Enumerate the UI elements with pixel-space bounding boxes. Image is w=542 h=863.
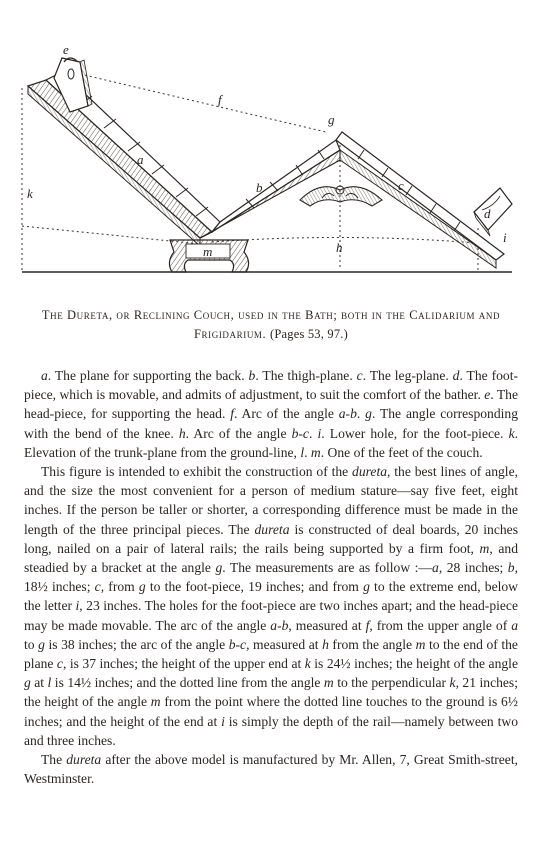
bracket-g [300, 186, 382, 206]
label-e: e [63, 42, 69, 57]
text-run: The [41, 752, 67, 768]
text-run: . The measurements are as follow :— [222, 560, 433, 576]
text-run: . The angle corresponding with the bend of the knee. [24, 406, 519, 441]
paragraph-construction [24, 462, 518, 750]
label-m: m [203, 244, 213, 259]
label-d: d [484, 206, 491, 221]
text-run: , is 37 inches; the height of the upper end at [62, 656, 305, 672]
paragraph-manufacturer [24, 750, 518, 788]
text-run: to the extreme end, below the letter [24, 579, 519, 614]
text-run: m [323, 675, 334, 691]
text-run: . The thigh-plane. [255, 368, 357, 383]
paragraph-legend [24, 366, 518, 462]
text-run: g [138, 579, 146, 595]
text-run: after the above model is manufactured by Mr. Allen, 7, Great Smith-street, Westminster. [24, 752, 518, 787]
text-run: a-b [270, 617, 289, 633]
text-run: to the foot-piece, 19 inches; and from [145, 579, 364, 595]
text-run: dureta [66, 752, 102, 768]
text-run: a [41, 368, 48, 383]
text-run: e [484, 387, 491, 403]
text-run: . The head-piece, for supporting the head. [24, 387, 518, 422]
text-run: . Elevation of the trunk-plane from the ground-line, [24, 425, 519, 460]
text-run: a [432, 560, 439, 576]
text-run: m [415, 636, 426, 652]
label-k: k [27, 186, 33, 201]
label-i: i [503, 230, 507, 245]
text-run: b [248, 368, 256, 383]
label-g: g [328, 112, 335, 127]
text-run: b-c [291, 425, 309, 441]
text-run: . The plane for supporting the back. [47, 368, 249, 383]
text-run: g [215, 560, 223, 576]
text-run: k [449, 675, 456, 691]
text-run: f [230, 406, 235, 422]
text-run: a [511, 617, 518, 633]
foot-piece [474, 188, 512, 236]
text-run: from the angle [328, 636, 416, 652]
caption-text: The Dureta, or Reclining Couch, used in the Bath; both in the Calidarium and Frigidarium. [41, 308, 501, 341]
text-run: l [300, 444, 305, 460]
text-run: g [38, 636, 45, 652]
text-run: . The foot-piece, which is movable, and admits of adjustment, to suit the comfort of the bather. [24, 368, 518, 403]
text-run: a-b [338, 406, 357, 422]
text-run: , 28 inches; [438, 560, 508, 576]
text-run: . Arc of the angle [185, 425, 292, 441]
text-run: g [363, 579, 370, 595]
text-run: k [508, 425, 515, 441]
label-f: f [218, 92, 222, 107]
text-run: is 14½ inches; and the dotted line from the angle [51, 675, 324, 691]
text-run: is 38 inches; the arc of the angle [44, 636, 229, 652]
text-run: b [507, 560, 515, 576]
label-c: c [398, 178, 404, 193]
figure-caption [24, 306, 518, 344]
text-run: . The leg-plane. [362, 368, 453, 383]
text-run: to the end of the plane [24, 636, 518, 672]
text-run: f [365, 617, 370, 633]
text-run: c [56, 656, 63, 672]
label-a: a [137, 152, 144, 167]
text-run: . One of the feet of the couch. [320, 444, 483, 460]
text-run: k [304, 656, 311, 672]
text-run: l [47, 675, 52, 691]
text-run: . [308, 425, 318, 441]
text-run: , 23 inches. The holes for the foot-piece are two inches apart; and the head-piece may be made movable. The arc of the angle [24, 598, 518, 633]
body-text [24, 366, 518, 788]
text-run: d [452, 368, 460, 383]
text-run: m [479, 540, 490, 556]
text-run: c [356, 368, 363, 383]
caption-page-ref: (Pages 53, 97.) [270, 327, 348, 341]
text-run: is constructed of deal boards, 20 inches long, nailed on a pair of lateral rails; the rails being supported by a firm foot, [24, 521, 518, 556]
text-run: b-c [228, 636, 247, 652]
text-run: . [356, 406, 366, 422]
text-run: , measured at [246, 636, 323, 652]
text-run: g [365, 406, 372, 422]
text-run: , from the upper angle of [369, 617, 512, 633]
text-run: , measured at [288, 617, 366, 633]
text-run: at [30, 675, 48, 691]
dureta-engraving [0, 0, 542, 300]
text-run: . Lower hole, for the foot-piece. [321, 425, 509, 441]
text-run: g [24, 675, 31, 691]
text-run: i [75, 598, 80, 614]
text-run: dureta [254, 521, 290, 537]
text-run: , 21 inches; the height of the angle [24, 675, 518, 710]
text-run: , 18½ inches; [24, 560, 518, 595]
text-run: m [150, 694, 161, 710]
text-run: This figure is intended to exhibit the construction of the [41, 464, 353, 480]
text-run: is simply the depth of the rail—namely between two and three inches. [24, 713, 518, 748]
text-run: h [322, 636, 329, 652]
text-run: . [304, 444, 311, 460]
text-run: , and steadied by a bracket at the angle [24, 540, 518, 576]
text-run: is 24½ inches; the height of the angle [310, 656, 518, 672]
text-run: , the best lines of angle, and the size the most convenient for a person of medium stature—say five feet, eight inches. If the person be taller or shorter, a corresponding difference must be made in the length of the three principal pieces. The [24, 464, 518, 537]
text-run: from the point where the dotted line touches to the ground is 6½ inches; and the height of the end at [24, 694, 519, 729]
back-plane [28, 72, 220, 246]
text-run: c [94, 579, 101, 595]
label-b: b [256, 180, 263, 195]
text-run: to [24, 636, 39, 652]
text-run: m [310, 444, 321, 460]
text-run: i [221, 713, 225, 729]
text-run: . Arc of the angle [234, 406, 339, 422]
text-run: h [178, 425, 186, 441]
text-run: to the perpendicular [333, 675, 450, 691]
label-h: h [336, 240, 343, 255]
dureta-illustration [0, 0, 542, 300]
text-run: i [317, 425, 322, 441]
text-run: dureta [352, 464, 388, 480]
text-run: , from [100, 579, 139, 595]
